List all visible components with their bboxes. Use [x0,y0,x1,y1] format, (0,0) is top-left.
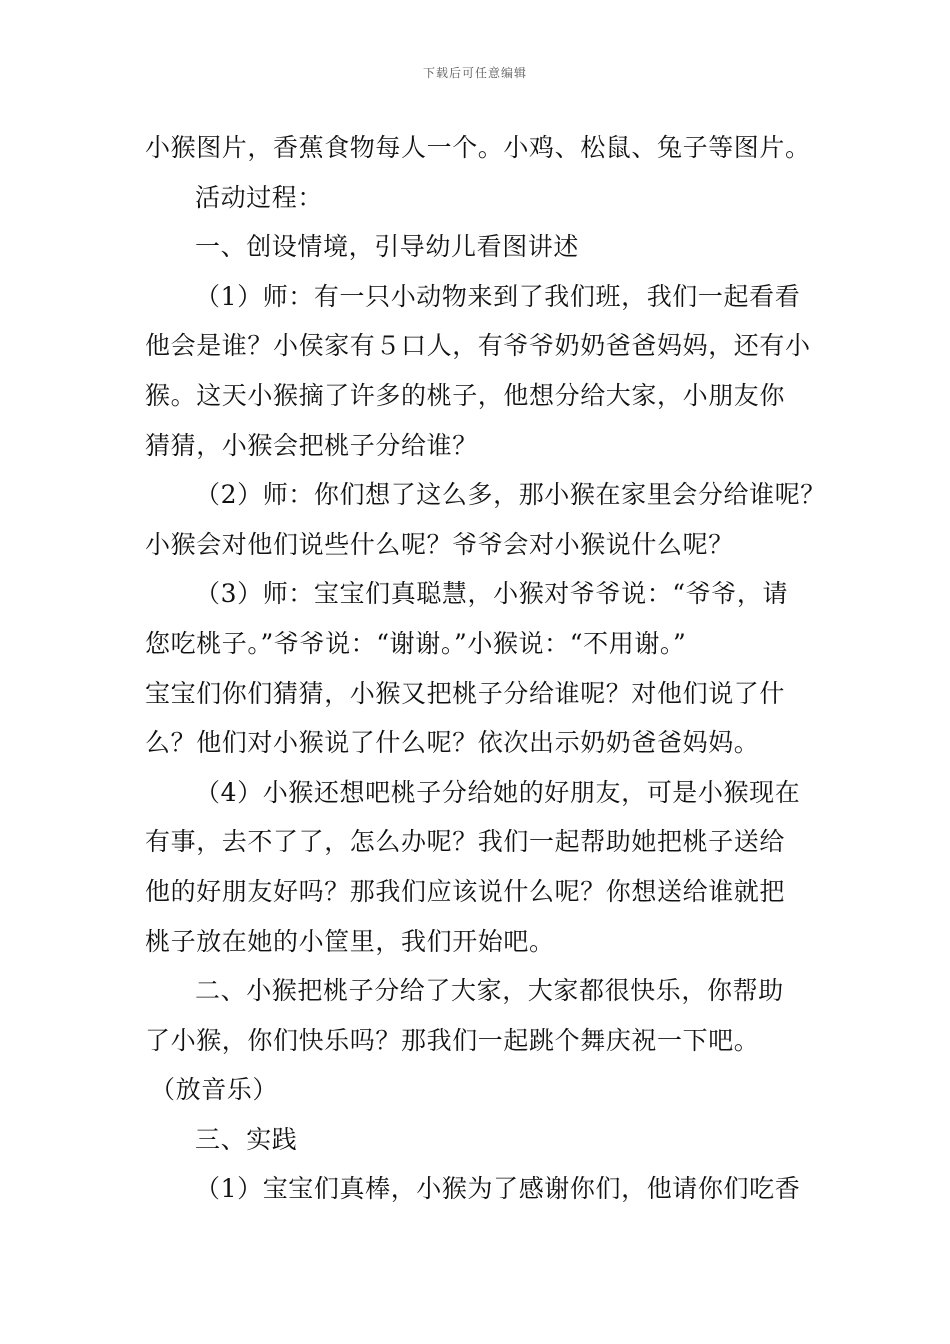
paragraph-line: 小猴图片，香蕉食物每人一个。小鸡、松鼠、兔子等图片。 [145,133,811,162]
paragraph-line: 有事，去不了了，怎么办呢？我们一起帮助她把桃子送给 [145,827,786,857]
paragraph-line: 了小猴，你们快乐吗？那我们一起跳个舞庆祝一下吧。 [145,1025,760,1055]
paragraph-line: （放音乐） [150,1075,279,1105]
paragraph-line: 小猴会对他们说些什么呢？爷爷会对小猴说什么呢？ [145,529,734,559]
section-heading: 一、创设情境，引导幼儿看图讲述 [195,232,580,262]
paragraph-line: 猴。这天小猴摘了许多的桃子，他想分给大家，小朋友你 [145,380,786,410]
paragraph-line: （1）宝宝们真棒，小猴为了感谢你们，他请你们吃香 [195,1174,801,1204]
paragraph-line: 么？他们对小猴说了什么呢？依次出示奶奶爸爸妈妈。 [145,728,760,758]
paragraph-line: 桃子放在她的小筐里，我们开始吧。 [145,926,555,956]
section-heading: 二、小猴把桃子分给了大家，大家都很快乐，你帮助 [195,976,784,1006]
paragraph-line: （2）师：你们想了这么多，那小猴在家里会分给谁呢？ [195,480,826,510]
paragraph-line: （3）师：宝宝们真聪慧，小猴对爷爷说：“爷爷，请 [195,579,789,609]
paragraph-line: （1）师：有一只小动物来到了我们班，我们一起看看 [195,281,801,311]
paragraph-line: 宝宝们你们猜猜，小猴又把桃子分给谁呢？对他们说了什 [145,678,786,708]
paragraph-line: （4）小猴还想吧桃子分给她的好朋友，可是小猴现在 [195,777,801,807]
paragraph-line: 猜猜，小猴会把桃子分给谁？ [145,430,478,460]
section-heading: 活动过程： [195,182,324,212]
paragraph-line: 他会是谁？小侯家有５口人，有爷爷奶奶爸爸妈妈，还有小 [145,331,811,361]
section-heading: 三、实践 [195,1124,298,1154]
page-header: 下载后可任意编辑 [422,66,527,80]
paragraph-line: 他的好朋友好吗？那我们应该说什么呢？你想送给谁就把 [145,876,786,906]
document-body [145,123,825,1214]
paragraph-line: 您吃桃子。”爷爷说：“谢谢。”小猴说：“不用谢。” [145,628,687,658]
